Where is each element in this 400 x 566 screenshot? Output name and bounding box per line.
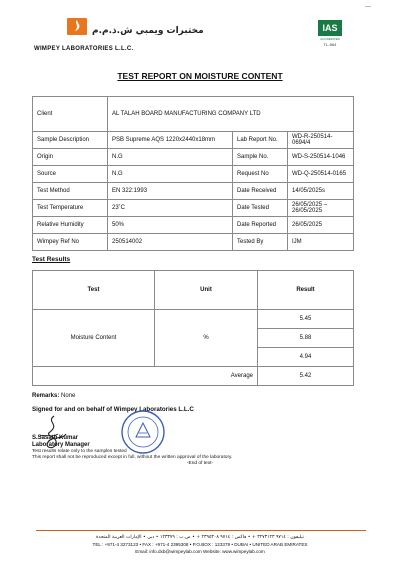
test-name: Moisture Content: [33, 310, 155, 367]
footer-email-website: Email: info.dxb@wimpeylab.com Website: www.wimpeylab.com: [135, 549, 265, 554]
info-label: Test Method: [33, 183, 108, 200]
report-title: [0, 71, 400, 81]
client-value: AL TALAH BOARD MANUFACTURING COMPANY LTD: [108, 97, 354, 132]
info-row: [33, 132, 354, 149]
footer-english-contact: TEL : +971-4 3273123 • FAX : +971-4 2395308 • P.O.BOX : 123379 • DUBAI • UNITED ARAB EMIRATES: [92, 542, 308, 547]
signer-name: S.Sasath Kumar: [32, 435, 79, 441]
ias-code: TL-564: [323, 42, 337, 47]
header-unit: Unit: [155, 271, 258, 310]
info-label: Sample No.: [233, 149, 288, 166]
client-row: [33, 97, 354, 132]
info-row: [33, 234, 354, 251]
info-row: [33, 166, 354, 183]
remarks: [32, 393, 75, 399]
result-value: 5.88: [258, 329, 354, 348]
info-value: 26/05/2025: [288, 217, 354, 234]
signer-block: [32, 435, 90, 449]
info-label: Origin: [33, 149, 108, 166]
info-label: Relative Humidity: [33, 217, 108, 234]
info-label: Lab Report No.: [233, 132, 288, 149]
test-unit: %: [155, 310, 258, 367]
info-label: Wimpey Ref No: [33, 234, 108, 251]
info-label: Request No: [233, 166, 288, 183]
info-label: Date Reported: [233, 217, 288, 234]
info-value: N.G: [108, 166, 233, 183]
note-line: Test results relate only to the samples tested: [32, 449, 127, 454]
info-value: WD-S-250514-1046: [288, 149, 354, 166]
footer-arabic-contact: تيليفون : ٩٧١٤ ٣٢٧٣١٢٣ + • فاكس : ٩٧١٤ ٢٣٩٥٣٠٨ + • ص.ب : ١٢٣٣٧٩ • دبي • الإمارات العربية المتحدة: [96, 535, 304, 540]
logo-english-text: WIMPEY LABORATORIES L.L.C.: [34, 46, 134, 52]
info-label: Tested By: [233, 234, 288, 251]
table-row: [33, 310, 354, 329]
info-label: Source: [33, 166, 108, 183]
header-result: Result: [258, 271, 354, 310]
end-of-text: -End of text-: [186, 461, 214, 466]
average-label: Average: [33, 367, 258, 386]
info-row: [33, 200, 354, 217]
info-label: Test Temperature: [33, 200, 108, 217]
flame-logo-icon: [66, 16, 88, 36]
average-value: 5.42: [258, 367, 354, 386]
result-value: 4.94: [258, 348, 354, 367]
info-value: IJM: [288, 234, 354, 251]
remarks-value: None: [61, 393, 76, 399]
info-label: Date Tested: [233, 200, 288, 217]
info-value: N.G: [108, 149, 233, 166]
info-value: 50%: [108, 217, 233, 234]
corner-mark: —: [365, 4, 371, 10]
report-title-text: TEST REPORT ON MOISTURE CONTENT: [117, 71, 283, 81]
remarks-label: Remarks:: [32, 393, 60, 399]
note-line: This report shall not be reproduced except in full, without the written approval of the laboratory.: [32, 454, 233, 460]
letterhead: [0, 0, 400, 70]
info-row: [33, 149, 354, 166]
report-info-table: [32, 96, 354, 251]
wimpey-logo: [34, 16, 204, 58]
signer-role: Laboratory Manager: [32, 442, 90, 448]
ias-accreditation-badge: [316, 20, 344, 62]
test-results-heading: Test Results: [32, 256, 71, 263]
report-notes: [32, 449, 232, 460]
info-row: [33, 183, 354, 200]
info-value: 250514002: [108, 234, 233, 251]
info-value: PSB Supreme AQS 1220x2440x18mm: [108, 132, 233, 149]
ias-logo: IAS: [318, 20, 342, 36]
test-results-table: [32, 270, 354, 386]
info-value: 23˚C: [108, 200, 233, 217]
footer-divider: [36, 530, 366, 531]
result-value: 5.45: [258, 310, 354, 329]
header-test: Test: [33, 271, 155, 310]
info-value: 14/05/2025s: [288, 183, 354, 200]
signed-on-behalf: Signed for and on behalf of Wimpey Laboratories L.L.C: [32, 406, 194, 413]
average-row: [33, 367, 354, 386]
info-value: WD-Q-250514-0165: [288, 166, 354, 183]
info-label: Date Received: [233, 183, 288, 200]
results-header-row: [33, 271, 354, 310]
logo-arabic-text: مختبرات ويمبي ش.ذ.م.م: [92, 26, 204, 36]
info-value: WD-R-250514-0694/4: [288, 132, 354, 149]
ias-accredited-text: ACCREDITED: [320, 37, 340, 41]
info-value: 26/05/2025 – 26/05/2025: [288, 200, 354, 217]
info-row: [33, 217, 354, 234]
info-value: EN 322:1993: [108, 183, 233, 200]
client-label: Client: [33, 97, 108, 132]
info-label: Sample Description: [33, 132, 108, 149]
